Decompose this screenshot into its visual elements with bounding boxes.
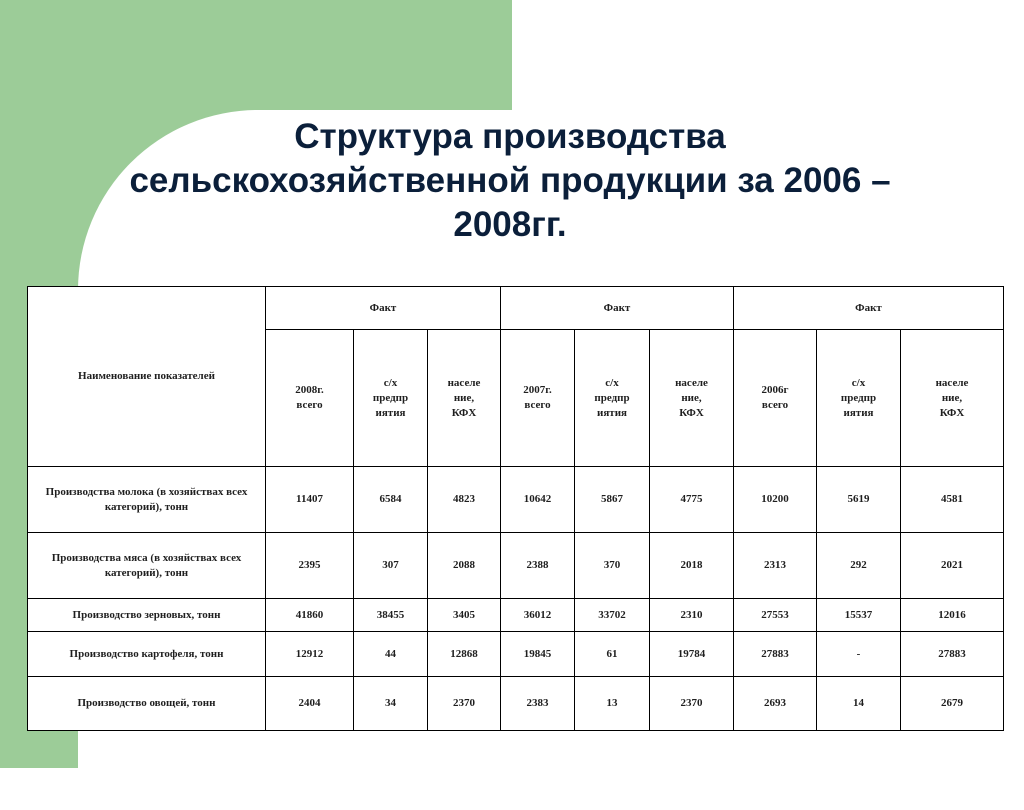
production-table [27,286,1004,731]
sub-header: населе ние, КФХ [650,330,734,467]
table-cell: 36012 [501,599,575,632]
sub-header: 2008г. всего [266,330,354,467]
fact-header-2007: Факт [501,287,734,330]
table-cell: 12868 [428,632,501,677]
table-cell: 2395 [266,533,354,599]
table-row [28,467,1004,533]
table-cell: 14 [817,677,901,731]
table-row [28,677,1004,731]
table-cell: 2310 [650,599,734,632]
row-name: Производства молока (в хозяйствах всех категорий), тонн [28,467,266,533]
table-cell: 3405 [428,599,501,632]
slide-title: Структура производства сельскохозяйственной продукции за 2006 – 2008гг. [129,117,891,244]
table-cell: 2370 [428,677,501,731]
table-cell: 44 [354,632,428,677]
sub-header: 2007г. всего [501,330,575,467]
table-cell: 4581 [901,467,1004,533]
table-cell: 307 [354,533,428,599]
table-cell: 5619 [817,467,901,533]
table-cell: 41860 [266,599,354,632]
row-name: Производства мяса (в хозяйствах всех категорий), тонн [28,533,266,599]
table-cell: 2388 [501,533,575,599]
table-cell: 2383 [501,677,575,731]
row-name: Производство зерновых, тонн [28,599,266,632]
table-cell: 27883 [901,632,1004,677]
table-cell: 6584 [354,467,428,533]
table-cell: 12016 [901,599,1004,632]
table-cell: 15537 [817,599,901,632]
table-cell: - [817,632,901,677]
table-cell: 11407 [266,467,354,533]
table-cell: 2313 [734,533,817,599]
table-row [28,533,1004,599]
table-cell: 2088 [428,533,501,599]
fact-header-2006: Факт [734,287,1004,330]
table-cell: 38455 [354,599,428,632]
table-cell: 4775 [650,467,734,533]
table-cell: 10642 [501,467,575,533]
header-row-fact [28,287,1004,330]
table-cell: 2021 [901,533,1004,599]
table-cell: 2693 [734,677,817,731]
table-row [28,599,1004,632]
table-cell: 5867 [575,467,650,533]
sub-header: с/х предпр иятия [354,330,428,467]
table-cell: 12912 [266,632,354,677]
table-row [28,632,1004,677]
table-cell: 27553 [734,599,817,632]
table-cell: 19784 [650,632,734,677]
sub-header: с/х предпр иятия [575,330,650,467]
table-cell: 13 [575,677,650,731]
table-cell: 10200 [734,467,817,533]
sub-header: с/х предпр иятия [817,330,901,467]
table-cell: 27883 [734,632,817,677]
sub-header: населе ние, КФХ [428,330,501,467]
table-cell: 2404 [266,677,354,731]
sub-header: населе ние, КФХ [901,330,1004,467]
table-cell: 33702 [575,599,650,632]
row-name: Производство овощей, тонн [28,677,266,731]
table-cell: 34 [354,677,428,731]
table-cell: 19845 [501,632,575,677]
table-cell: 370 [575,533,650,599]
name-header: Наименование показателей [28,287,266,467]
table-cell: 292 [817,533,901,599]
sub-header: 2006г всего [734,330,817,467]
fact-header-2008: Факт [266,287,501,330]
table-cell: 2018 [650,533,734,599]
table-cell: 2370 [650,677,734,731]
table-cell: 2679 [901,677,1004,731]
table-cell: 61 [575,632,650,677]
row-name: Производство картофеля, тонн [28,632,266,677]
table-cell: 4823 [428,467,501,533]
